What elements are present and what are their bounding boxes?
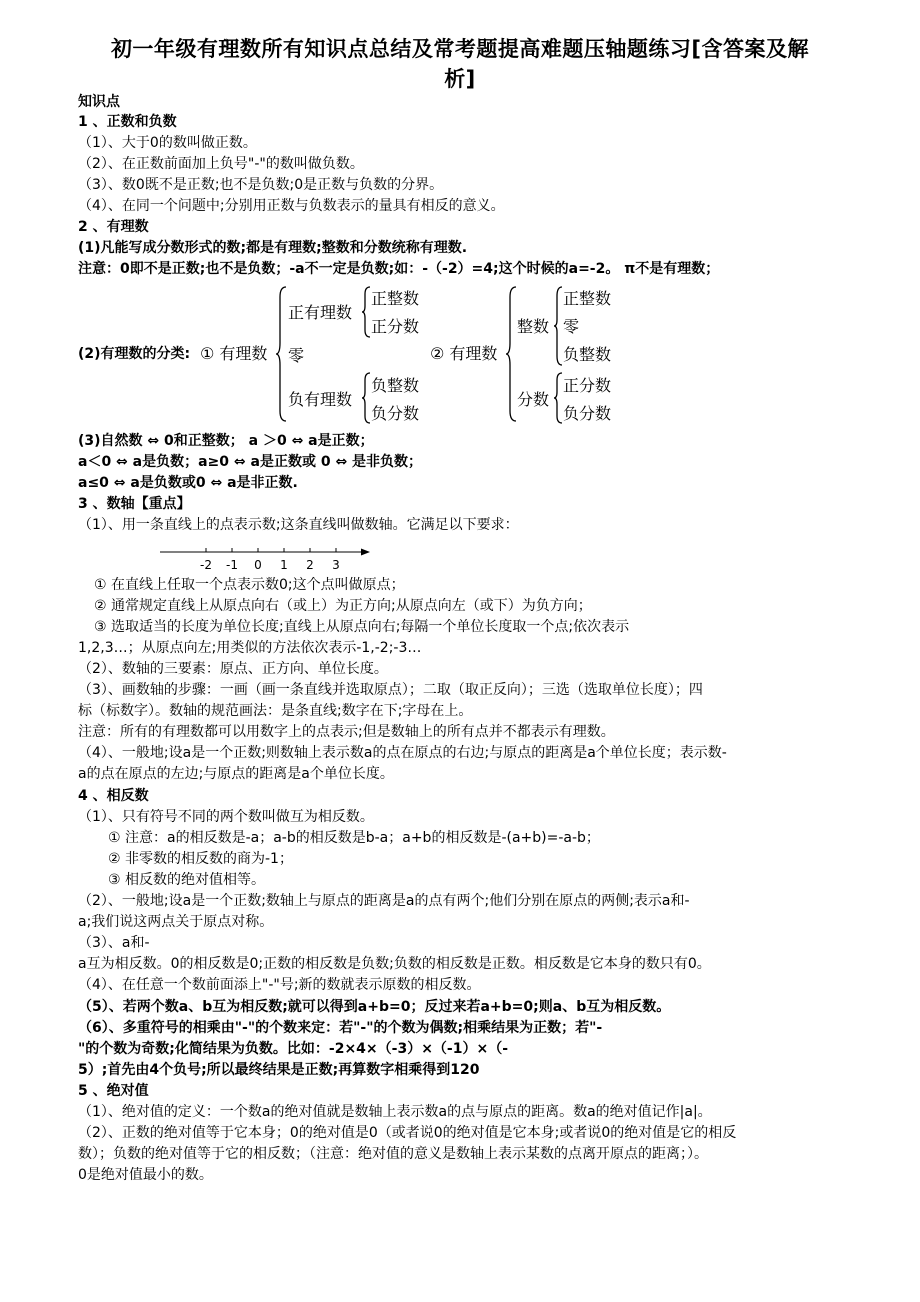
knowledge-heading: 知识点: [78, 94, 120, 110]
s4-line-3b: a互为相反数。0的相反数是0;正数的相反数是负数;负数的相反数是正数。相反数是它本身的数只有0。: [78, 956, 711, 972]
s5-line-2a: （2）、正数的绝对值等于它本身；0的绝对值是0（或者说0的绝对值是它本身;或者说0的绝对值是它的相反: [78, 1125, 737, 1141]
s4-line-5: （5）、若两个数a、b互为相反数;就可以得到a+b=0；反过来若a+b=0;则a、b互为相反数。: [78, 999, 671, 1015]
tree1-negative-integer: 负整数: [371, 376, 420, 395]
s2-line-4: a＜0 ⇔ a是负数；a≥0 ⇔ a是正数或 0 ⇔ 是非负数；: [78, 454, 423, 470]
section-4-title: 4 、相反数: [78, 788, 149, 804]
s4-note-2: ② 非零数的相反数的商为-1；: [108, 851, 293, 867]
tree1-negative: 负有理数: [288, 390, 353, 409]
section-5-title: 5 、绝对值: [78, 1083, 149, 1099]
s3-line-3b: 标（标数字）。数轴的规范画法：是条直线;数字在下;字母在上。: [78, 703, 473, 719]
tree1-positive: 正有理数: [288, 303, 353, 322]
s4-line-6c: 5）;首先由4个负号;所以最终结果是正数;再算数字相乘得到120: [78, 1062, 480, 1078]
s4-line-4: （4）、在任意一个数前面添上"-"号;新的数就表示原数的相反数。: [78, 977, 481, 993]
tree2-negative-fraction: 负分数: [563, 404, 612, 423]
title-line-2: 析]: [444, 67, 476, 91]
s5-line-1: （1）、绝对值的定义：一个数a的绝对值就是数轴上表示数a的点与原点的距离。数a的绝对值记作|a|。: [78, 1104, 712, 1120]
s4-note-1: ① 注意：a的相反数是-a；a-b的相反数是b-a；a+b的相反数是-(a+b)=-a-b；: [108, 830, 600, 846]
number-line-tick-label: 3: [332, 558, 340, 572]
number-line-tick-label: -2: [200, 558, 212, 572]
tree2-root: ② 有理数: [430, 344, 498, 363]
s3-line-5b: a的点在原点的左边;与原点的距离是a个单位长度。: [78, 766, 394, 782]
tree2-fraction: 分数: [517, 390, 550, 409]
s4-line-6b: "的个数为奇数;化简结果为负数。比如：-2×4×（-3）×（-1）×（-: [78, 1041, 509, 1057]
s2-line-3: (3)自然数 ⇔ 0和正整数； a ＞0 ⇔ a是正数；: [78, 433, 374, 449]
tree2-positive-fraction: 正分数: [563, 376, 612, 395]
s3-line-4: 注意：所有的有理数都可以用数字上的点表示;但是数轴上的所有点并不都表示有理数。: [78, 724, 615, 740]
s2-line-2: 注意：0即不是正数;也不是负数；-a不一定是负数;如：-（-2）=4;这个时候的a=-2。 π不是有理数；: [78, 261, 720, 277]
number-line-tick-label: 0: [254, 558, 262, 572]
s5-line-2b: 数）；负数的绝对值等于它的相反数；（注意：绝对值的意义是数轴上表示某数的点离开原点的距离；）。: [78, 1146, 708, 1162]
s3-condition-3a: ③ 选取适当的长度为单位长度;直线上从原点向右;每隔一个单位长度取一个点;依次表示: [94, 619, 630, 635]
s1-line-2: （2）、在正数前面加上负号"-"的数叫做负数。: [78, 156, 364, 172]
tree1-negative-fraction: 负分数: [371, 404, 420, 423]
title-line-1: 初一年级有理数所有知识点总结及常考题提高难题压轴题练习[含答案及解: [110, 37, 810, 61]
number-line-arrow: [361, 549, 370, 556]
s3-condition-2: ② 通常规定直线上从原点向右（或上）为正方向;从原点向左（或下）为负方向；: [94, 598, 592, 614]
number-line-figure: [158, 544, 373, 574]
tree2-integer: 整数: [517, 317, 550, 336]
tree1-root: ① 有理数: [200, 344, 268, 363]
s3-condition-1: ① 在直线上任取一个点表示数0;这个点叫做原点；: [94, 577, 405, 593]
tree2-positive-integer: 正整数: [563, 289, 612, 308]
section-2-title: 2 、有理数: [78, 219, 149, 235]
number-line-tick-label: -1: [226, 558, 238, 572]
s3-line-3a: （3）、画数轴的步骤：一画（画一条直线并选取原点）；二取（取正反向）；三选（选取单位长度）；四: [78, 682, 703, 698]
s1-line-3: （3）、数0既不是正数;也不是负数;0是正数与负数的分界。: [78, 177, 444, 193]
tree1-positive-fraction: 正分数: [371, 317, 420, 336]
classification-label: (2)有理数的分类:: [78, 346, 191, 362]
tree1-brace-main: [276, 285, 288, 423]
s4-note-3: ③ 相反数的绝对值相等。: [108, 872, 266, 888]
s4-line-1: （1）、只有符号不同的两个数叫做互为相反数。: [78, 809, 374, 825]
s3-line-5a: （4）、一般地;设a是一个正数;则数轴上表示数a的点在原点的右边;与原点的距离是a个单位长度；表示数-: [78, 745, 727, 761]
s4-line-2b: a;我们说这两点关于原点对称。: [78, 914, 274, 930]
s1-line-4: （4）、在同一个问题中;分别用正数与负数表示的量具有相反的意义。: [78, 198, 505, 214]
document-title: [60, 34, 860, 94]
s3-condition-3b: 1,2,3…；从原点向左;用类似的方法依次表示-1,-2;-3…: [78, 640, 422, 656]
number-line-tick-label: 1: [280, 558, 288, 572]
s3-line-2: （2）、数轴的三要素：原点、正方向、单位长度。: [78, 661, 388, 677]
s2-line-5: a≤0 ⇔ a是负数或0 ⇔ a是非正数.: [78, 475, 298, 491]
section-1-title: 1 、正数和负数: [78, 114, 177, 130]
s2-line-1: (1)凡能写成分数形式的数;都是有理数;整数和分数统称有理数.: [78, 240, 468, 256]
tree1-positive-integer: 正整数: [371, 289, 420, 308]
section-3-title: 3 、数轴【重点】: [78, 496, 191, 512]
s4-line-3a: （3）、a和-: [78, 935, 150, 951]
s1-line-1: （1）、大于0的数叫做正数。: [78, 135, 257, 151]
tree1-zero: 零: [288, 346, 305, 365]
s4-line-2a: （2）、一般地;设a是一个正数;数轴上与原点的距离是a的点有两个;他们分别在原点的两侧;表示a和-: [78, 893, 690, 909]
tree2-zero: 零: [563, 317, 580, 336]
s4-line-6a: （6）、多重符号的相乘由"-"的个数来定：若"-"的个数为偶数;相乘结果为正数；若"-: [78, 1020, 603, 1036]
tree2-negative-integer: 负整数: [563, 345, 612, 364]
s3-line-1: （1）、用一条直线上的点表示数;这条直线叫做数轴。它满足以下要求：: [78, 517, 519, 533]
number-line-tick-label: 2: [306, 558, 314, 572]
s5-line-2c: 0是绝对值最小的数。: [78, 1167, 213, 1183]
